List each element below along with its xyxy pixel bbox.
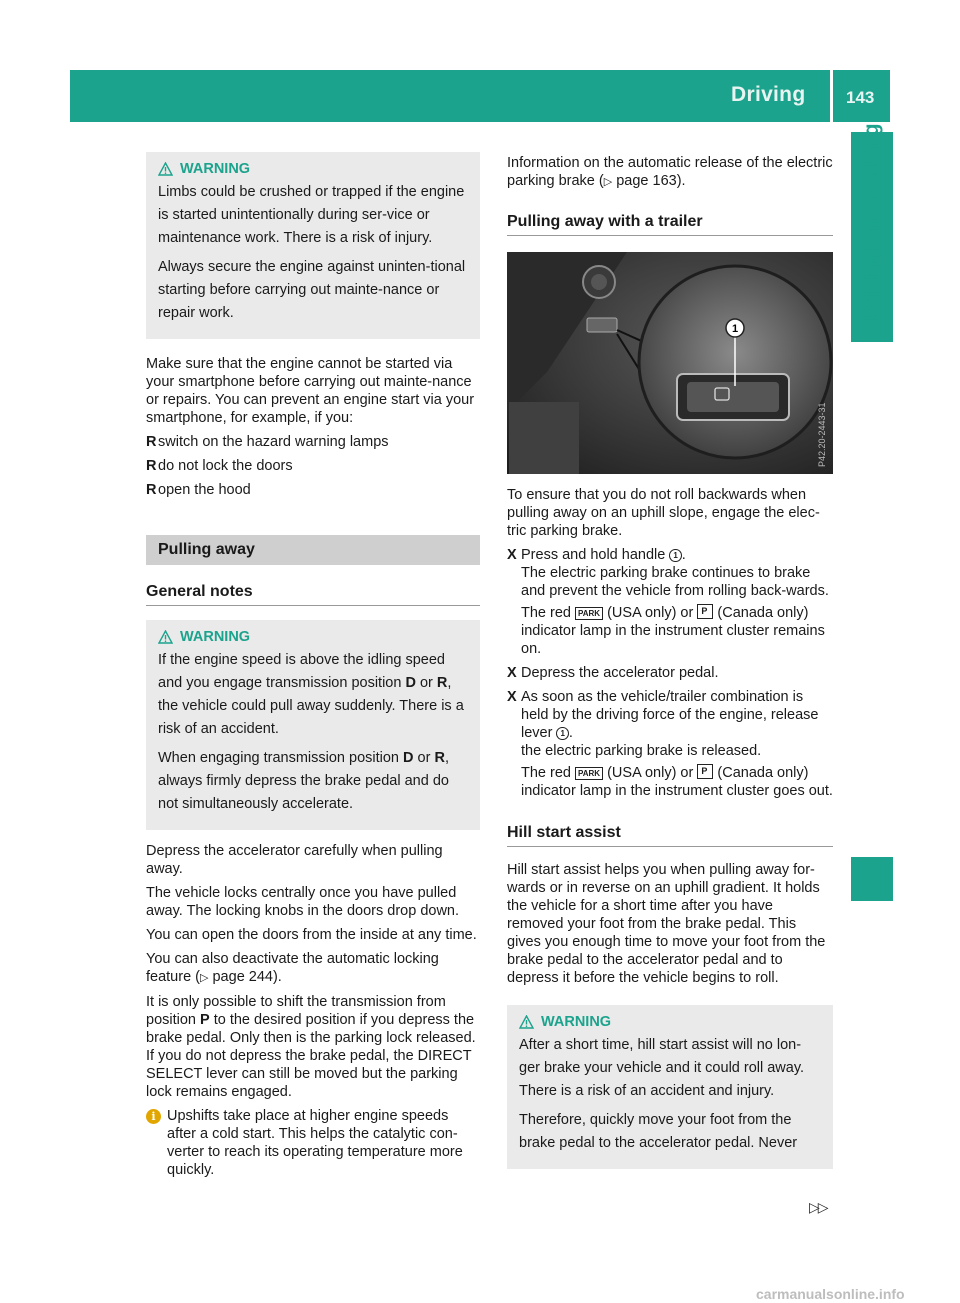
info-icon: i [146, 1109, 161, 1124]
step-item: X Press and hold handle 1 . The electric parking brake continues to brake and prevent the vehicle from rolling back-wards. The red PARK (USA only) or P (Canada only) indicator lamp in the instrument cluster remains on. [507, 546, 833, 658]
side-tab-marker [851, 857, 893, 901]
bullet-icon: R [146, 482, 157, 498]
paragraph: Depress the accelerator carefully when pulling away. [146, 843, 443, 877]
step-arrow-icon: X [507, 665, 517, 681]
paragraph: Hill start assist helps you when pulling away for-wards or in reverse on an uphill gradient. It holds the vehicle for a short time after you have removed your foot from the brake pedal. This gives you enough time to move your foot from the brake pedal to the accelerator pedal and to depress it before the vehicle begins to roll. [507, 862, 826, 986]
left-column [146, 152, 480, 1179]
photo-code: P42.20-2443-31 [817, 402, 827, 467]
bullet-icon: R [146, 434, 157, 450]
list-item: R open the hood [146, 482, 251, 498]
warning-text: When engaging transmission position D or R, always firmly depress the brake pedal and do not simultaneously accelerate. [158, 750, 449, 812]
parking-brake-lamp-icon [697, 604, 713, 619]
warning-box-pull-away [146, 620, 480, 830]
section-title: Pulling away [146, 535, 480, 565]
watermark: carmanualsonline.info [756, 1286, 905, 1302]
paragraph: You can open the doors from the inside at any time. [146, 927, 477, 943]
paragraph: Make sure that the engine cannot be started via your smartphone before carrying out mainte-nance or repairs. You can prevent an engine start via your smartphone, for example, if you: [146, 356, 475, 426]
page-number: 143 [846, 88, 875, 107]
info-note: i Upshifts take place at higher engine speeds after a cold start. This helps the catalytic con-verter to reach its operating temperature more quickly. [146, 1107, 480, 1179]
callout-ref: 1 [669, 549, 681, 562]
warning-triangle-icon [519, 1015, 534, 1029]
step-item: X Depress the accelerator pedal. [507, 665, 719, 681]
callout-ref: 1 [556, 727, 568, 740]
list-item: R switch on the hazard warning lamps [146, 434, 389, 450]
paragraph: Information on the automatic release of the electric parking brake (▷ page 163). [507, 155, 833, 189]
warning-text: Therefore, quickly move your foot from the brake pedal to the accelerator pedal. Never [519, 1112, 798, 1151]
chapter-title: Driving [731, 83, 806, 106]
header-divider [830, 70, 833, 122]
park-lamp-icon: PARK [575, 607, 603, 620]
page-ref-arrow-icon: ▷ [603, 176, 613, 188]
parking-brake-illustration [507, 252, 833, 474]
right-column [507, 154, 833, 1169]
warning-heading: WARNING [158, 625, 468, 649]
step-item: X As soon as the vehicle/trailer combination is held by the driving force of the engine, release lever 1 . the electric parking brake is released. The red PARK (USA only) or P (Canada only) indicator lamp in the instrument cluster goes out. [507, 688, 833, 800]
paragraph: It is only possible to shift the transmission from position P to the desired position if you depress the brake pedal. Only then is the parking lock released. If you do not depress the brake pedal, the DIRECT SELECT lever can still be moved but the parking lock remains engaged. [146, 994, 476, 1100]
continued-arrow-icon: ▷▷ [809, 1199, 827, 1215]
step-arrow-icon: X [507, 547, 517, 563]
paragraph: You can also deactivate the automatic locking feature (▷ page 244). [146, 951, 439, 985]
page-ref-arrow-icon: ▷ [200, 972, 209, 984]
step-arrow-icon: X [507, 689, 517, 705]
warning-text: If the engine speed is above the idling speed and you engage transmission position D or R, the vehicle could pull away suddenly. There is a risk of an accident. [158, 652, 464, 737]
warning-triangle-icon [158, 162, 173, 176]
warning-heading: WARNING [519, 1010, 821, 1034]
callout-1: 1 [731, 323, 739, 335]
warning-heading: WARNING [158, 157, 468, 181]
warning-text: Always secure the engine against uninten-tional starting before carrying out mainte-nance or repair work. [158, 259, 466, 321]
subheading-hill-start: Hill start assist [507, 818, 833, 847]
bullet-icon: R [146, 458, 157, 474]
list-item: R do not lock the doors [146, 458, 293, 474]
warning-triangle-icon [158, 630, 173, 644]
warning-box-engine-start [146, 152, 480, 339]
park-lamp-icon: PARK [575, 767, 603, 780]
paragraph: To ensure that you do not roll backwards when pulling away on an uphill slope, engage the elec-tric parking brake. [507, 487, 820, 539]
parking-brake-photo [507, 252, 833, 474]
subheading-trailer: Pulling away with a trailer [507, 207, 833, 236]
warning-text: After a short time, hill start assist will no lon-ger brake your vehicle and it could roll away. There is a risk of an accident and injury. [519, 1037, 805, 1099]
subheading-general-notes: General notes [146, 577, 480, 606]
warning-text: Limbs could be crushed or trapped if the engine is started unintentionally during ser-vice or maintenance work. There is a risk of injury. [158, 184, 465, 246]
paragraph: The vehicle locks centrally once you have pulled away. The locking knobs in the doors drop down. [146, 885, 460, 919]
parking-brake-lamp-icon [697, 764, 713, 779]
warning-box-hill-start [507, 1005, 833, 1169]
